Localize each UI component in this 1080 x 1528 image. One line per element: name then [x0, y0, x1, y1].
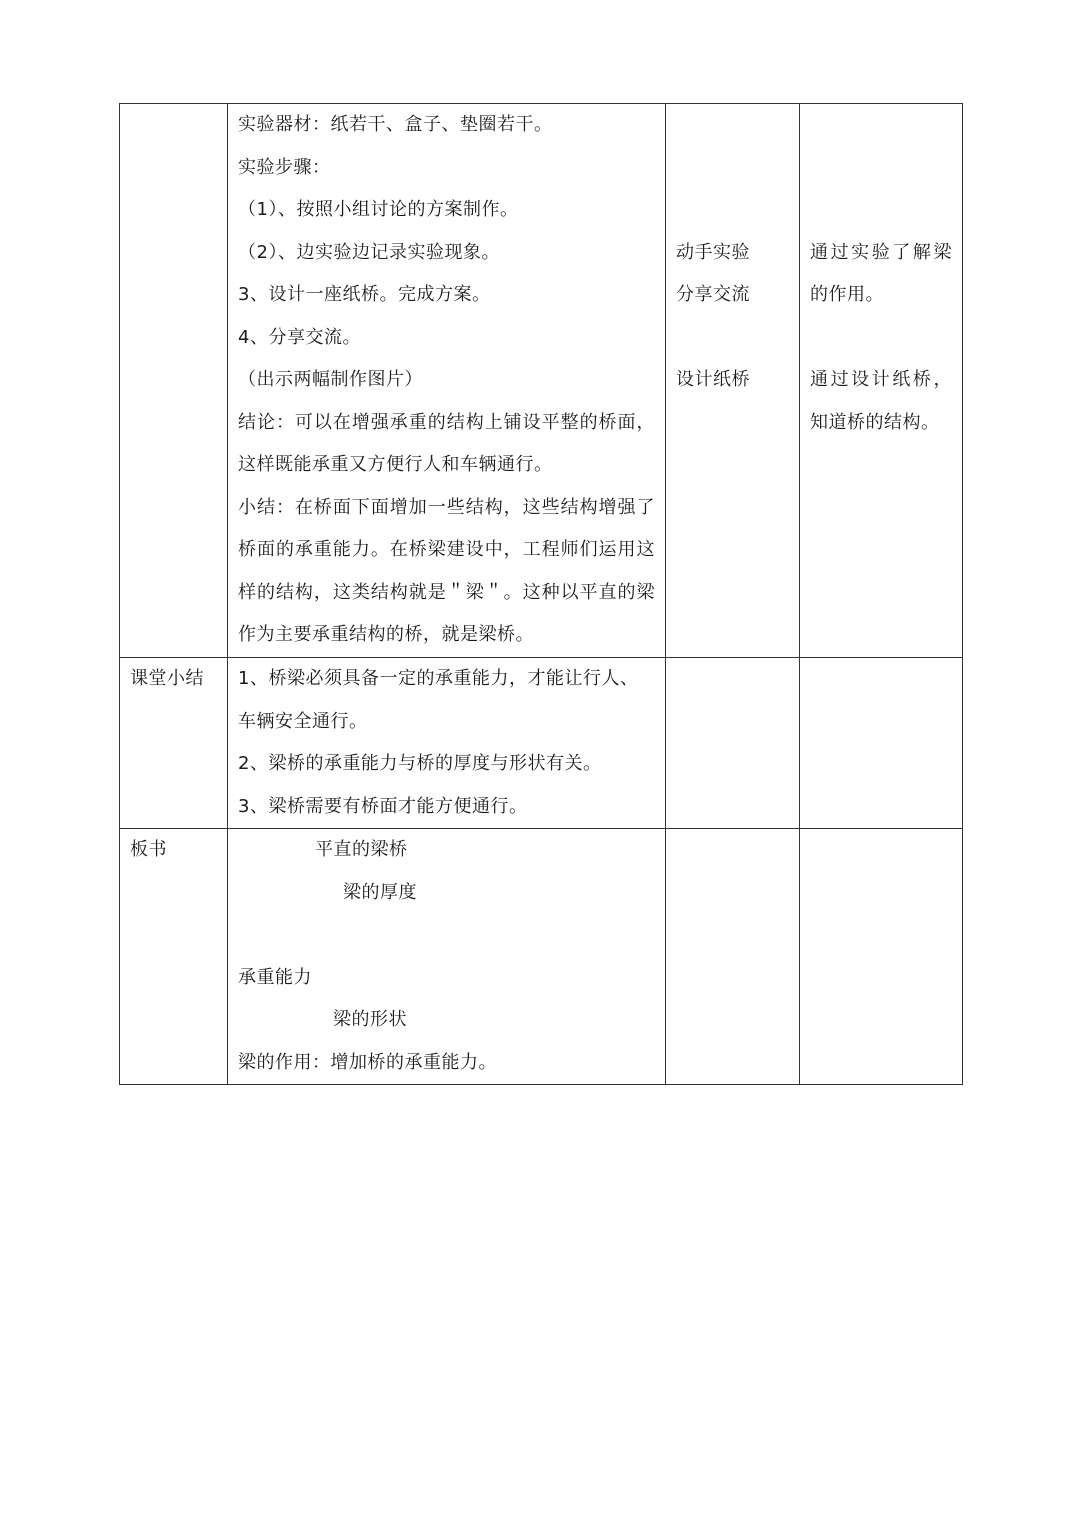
activity-design: 设计纸桥 — [676, 369, 750, 390]
step-4: 4、分享交流。 — [238, 326, 361, 348]
row2-purpose-cell — [800, 658, 963, 829]
summary-text: 小结：在桥面下面增加一些结构，这些结构增强了桥面的承重能力。在桥梁建设中，工程师们运用这样的结构，这类结构就是＂梁＂。这种以平直的梁作为主要承重结构的桥，就是梁桥。 — [238, 496, 655, 645]
board-beam-thickness: 梁的厚度 — [343, 881, 417, 903]
row3-purpose-cell — [800, 829, 963, 1085]
table-row-blackboard — [120, 829, 963, 1085]
summary-point-2: 2、梁桥的承重能力与桥的厚度与形状有关。 — [238, 753, 602, 774]
conclusion-text: 结论：可以在增强承重的结构上铺设平整的桥面，这样既能承重又方便行人和车辆通行。 — [238, 411, 655, 475]
row3-label-cell — [120, 829, 228, 1085]
table-row-experiment — [120, 104, 963, 658]
show-pictures-note: （出示两幅制作图片） — [238, 369, 423, 390]
summary-point-3: 3、梁桥需要有桥面才能方便通行。 — [238, 795, 528, 817]
activity-experiment: 动手实验 — [676, 241, 750, 263]
lesson-plan-table — [119, 103, 963, 1085]
row1-content-cell — [228, 104, 666, 658]
row1-activity-cell — [666, 104, 800, 658]
step-3: 3、设计一座纸桥。完成方案。 — [238, 284, 491, 305]
materials-line: 实验器材：纸若干、盒子、垫圈若干。 — [238, 114, 553, 135]
class-summary-label: 课堂小结 — [130, 668, 204, 689]
step-1: （1）、按照小组讨论的方案制作。 — [238, 199, 519, 220]
step-2: （2）、边实验边记录实验现象。 — [238, 241, 500, 263]
row2-label-cell — [120, 658, 228, 829]
board-beam-shape: 梁的形状 — [333, 1009, 407, 1030]
row3-content-cell — [228, 829, 666, 1085]
purpose-bridge-structure: 通过设计纸桥，知道桥的结构。 — [810, 369, 952, 433]
board-load-capacity: 承重能力 — [238, 966, 312, 988]
board-title: 平直的梁桥 — [315, 839, 408, 860]
summary-point-1: 1、桥梁必须具备一定的承重能力，才能让行人、车辆安全通行。 — [238, 668, 639, 732]
steps-heading: 实验步骤： — [238, 156, 331, 178]
blackboard-label: 板书 — [130, 839, 167, 860]
activity-share: 分享交流 — [676, 284, 750, 305]
row1-label-cell — [120, 104, 228, 658]
row1-purpose-cell — [800, 104, 963, 658]
row3-activity-cell — [666, 829, 800, 1085]
table-row-class-summary — [120, 658, 963, 829]
board-beam-function: 梁的作用：增加桥的承重能力。 — [238, 1051, 497, 1073]
row2-activity-cell — [666, 658, 800, 829]
purpose-beam-function: 通过实验了解梁的作用。 — [810, 241, 952, 305]
row2-content-cell — [228, 658, 666, 829]
